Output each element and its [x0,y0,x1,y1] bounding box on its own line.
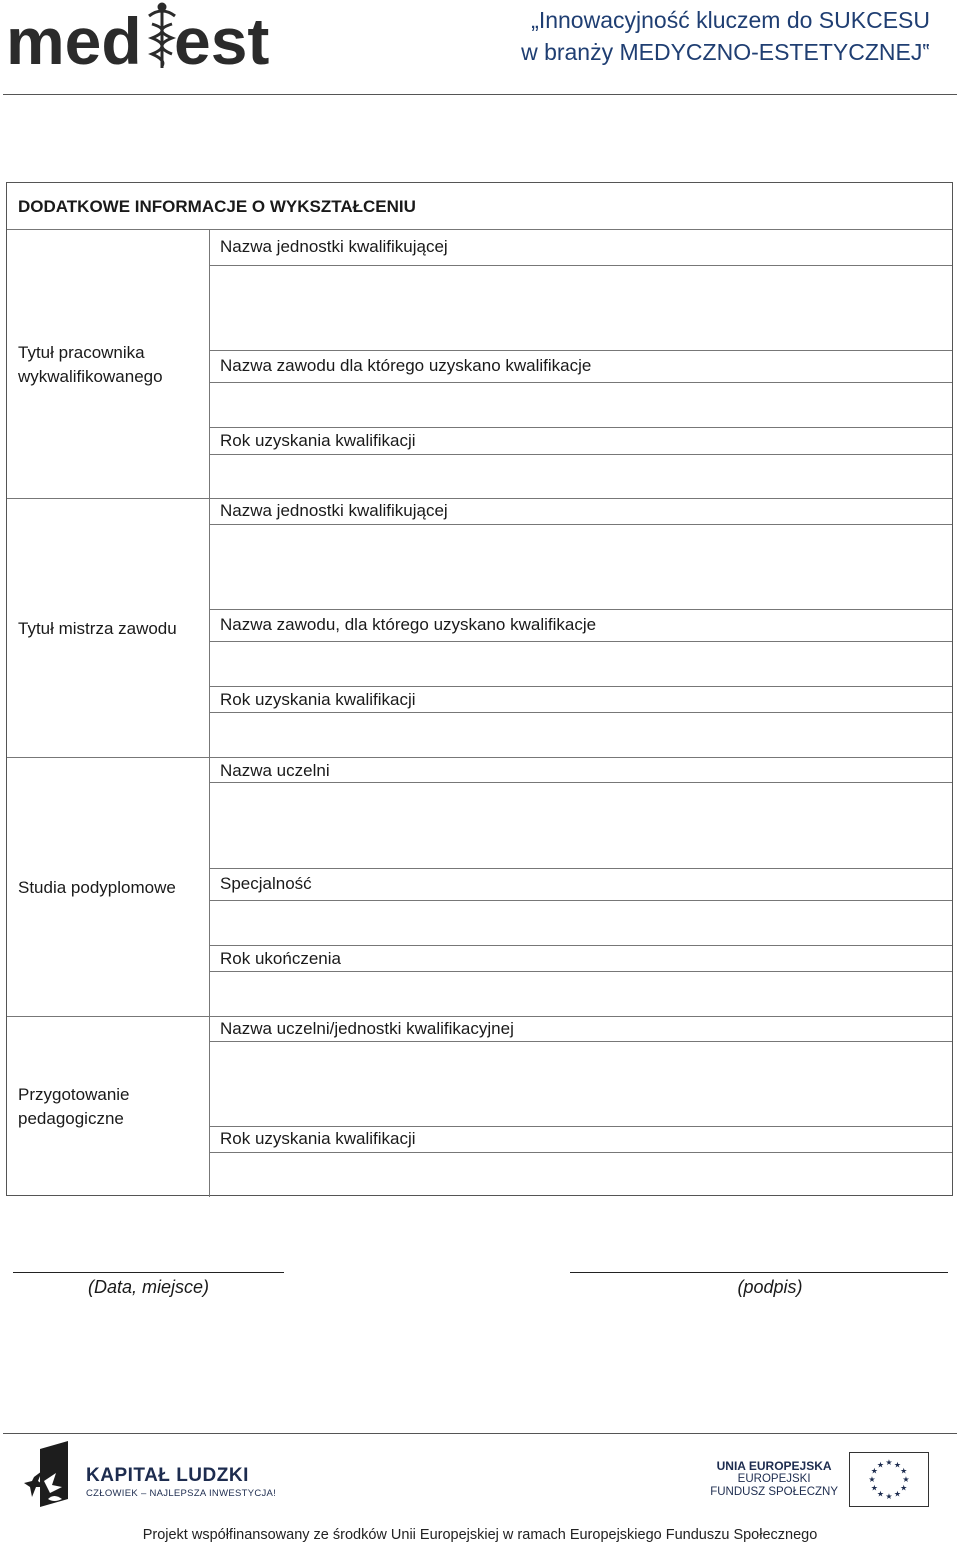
date-place-line [13,1272,284,1273]
field-label-qualifying-unit: Nazwa jednostki kwalifikującej [220,501,448,520]
eu-line-2: FUNDUSZ SPOŁECZNY [710,1486,838,1498]
eu-star-icon: ★ [893,1460,902,1470]
section-divider [7,498,952,499]
field-label-completion-year: Rok ukończenia [220,949,341,968]
eu-star-icon: ★ [885,1492,893,1501]
field-line [209,350,952,351]
eu-title: UNIA EUROPEJSKA [716,1459,832,1473]
kapital-ludzki-subtitle: CZŁOWIEK – NAJLEPSZA INWESTYCJA! [86,1488,277,1499]
eu-line-1: EUROPEJSKI [737,1473,811,1485]
footer-funding-note: Projekt współfinansowany ze środków Unii Europejskiej w ramach Europejskiego Funduszu Społecznego [142,1527,818,1543]
eu-star-icon: ★ [870,1466,878,1476]
section-label-line: Tytuł pracownika [18,343,145,362]
date-place-label: (Data, miejsce) [87,1277,210,1297]
eu-star-icon: ★ [876,1489,885,1499]
header-title-line-2: w branży MEDYCZNO-ESTETYCZNEJ‟ [521,39,930,65]
field-line [209,524,952,525]
eu-star-icon: ★ [876,1460,885,1470]
field-line [209,1041,952,1042]
title-divider [7,229,952,230]
field-label-university: Nazwa uczelni [220,761,330,780]
section-divider [7,757,952,758]
section-label-line: wykwalifikowanego [18,367,163,386]
field-line [209,868,952,869]
kapital-ludzki-title: KAPITAŁ LUDZKI [86,1465,249,1486]
field-label-qualifying-unit: Nazwa jednostki kwalifikującej [220,237,448,256]
kapital-ludzki-brand [86,1465,276,1499]
header-divider [3,94,957,95]
section-label-line: Przygotowanie [18,1085,130,1104]
field-line [209,971,952,972]
footer-divider [3,1433,957,1434]
field-label-institution: Nazwa uczelni/jednostki kwalifikacyjnej [220,1019,514,1038]
field-line [209,945,952,946]
eu-star-icon: ★ [902,1475,910,1484]
header-title-line-1: „Innowacyjność kluczem do SUKCESU [531,7,930,33]
field-label-profession: Nazwa zawodu dla którego uzyskano kwalifikacje [220,356,592,375]
section-label-skilled-worker [18,341,163,389]
field-label-profession: Nazwa zawodu, dla którego uzyskano kwalifikacje [220,615,597,634]
field-line [209,900,952,901]
eu-star-icon: ★ [893,1489,902,1499]
eu-stars-ring [850,1453,928,1506]
kapital-ludzki-logo-icon [22,1441,74,1513]
signature-line [570,1272,948,1273]
field-line [209,712,952,713]
education-form-table [6,182,953,1196]
svg-text:est: est [174,4,270,78]
field-label-year: Rok uzyskania kwalifikacji [220,431,416,450]
field-line [209,1152,952,1153]
eu-star-icon: ★ [868,1475,876,1484]
medest-logo [6,2,270,78]
svg-text:med: med [6,4,142,78]
section-label-master-craftsman: Tytuł mistrza zawodu [18,619,177,638]
caduceus-icon [149,4,175,68]
field-line [209,382,952,383]
eu-star-icon: ★ [870,1483,878,1493]
eu-star-icon: ★ [885,1458,893,1467]
field-line [209,265,952,266]
section-label-pedagogical [18,1083,130,1131]
medest-logo-graphic [6,2,270,78]
eu-flag-icon [849,1452,929,1507]
form-title: DODATKOWE INFORMACJE O WYKSZTAŁCENIU [18,197,416,216]
field-line [209,641,952,642]
signature-label: (podpis) [737,1277,803,1297]
field-label-specialty: Specjalność [220,874,312,893]
header-title [521,4,930,68]
eu-star-icon: ★ [900,1466,908,1476]
field-label-year: Rok uzyskania kwalifikacji [220,690,416,709]
field-line [209,686,952,687]
field-line [209,454,952,455]
eu-fund-text [710,1459,838,1499]
field-label-year: Rok uzyskania kwalifikacji [220,1129,416,1148]
section-label-line: pedagogiczne [18,1109,124,1128]
section-label-postgraduate: Studia podyplomowe [18,878,176,897]
field-line [209,609,952,610]
field-line [209,427,952,428]
column-divider [209,229,210,1197]
eu-star-icon: ★ [900,1483,908,1493]
